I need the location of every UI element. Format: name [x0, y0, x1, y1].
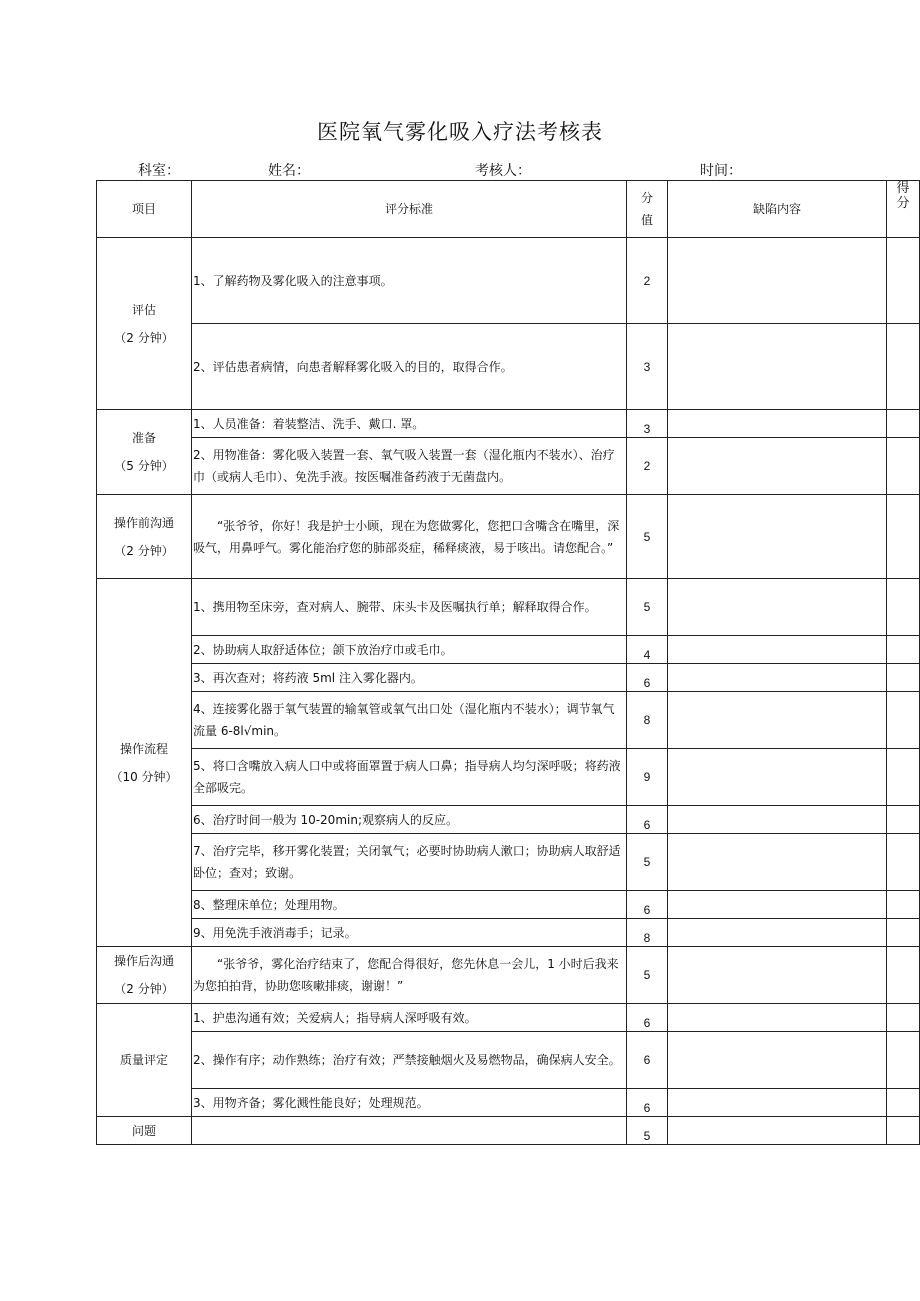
got-cell[interactable] [887, 636, 920, 664]
defect-cell[interactable] [668, 495, 887, 579]
score-value: 6 [627, 1032, 668, 1089]
got-cell[interactable] [887, 438, 920, 495]
criterion-text: 2、协助病人取舒适体位；颌下放治疗巾或毛巾。 [192, 636, 627, 664]
table-header-row [97, 181, 920, 238]
got-cell[interactable] [887, 806, 920, 834]
table-row [97, 238, 920, 324]
table-row [97, 664, 920, 692]
criterion-text: 1、人员准备：着装整洁、洗手、戴口. 罩。 [192, 410, 627, 438]
defect-cell[interactable] [668, 749, 887, 806]
got-cell[interactable] [887, 238, 920, 324]
defect-cell[interactable] [668, 664, 887, 692]
defect-cell[interactable] [668, 579, 887, 636]
defect-cell[interactable] [668, 919, 887, 947]
criterion-text: 2、用物准备：雾化吸入装置一套、氧气吸入装置一套（湿化瓶内不装水）、治疗巾（或病人毛巾）、免洗手液。按医嘱准备药液于无菌盘内。 [192, 438, 627, 495]
defect-cell[interactable] [668, 947, 887, 1004]
section-flow-name: 操作流程 [119, 741, 168, 756]
section-precomm-time: （2 分钟） [114, 543, 174, 558]
header-got [887, 181, 920, 238]
score-value: 6 [627, 806, 668, 834]
criterion-text: 3、用物齐备；雾化溅性能良好；处理规范。 [192, 1089, 627, 1117]
table-row [97, 410, 920, 438]
header-standard: 评分标准 [192, 181, 627, 238]
defect-cell[interactable] [668, 806, 887, 834]
table-row [97, 919, 920, 947]
got-cell[interactable] [887, 834, 920, 891]
score-value: 6 [627, 891, 668, 919]
name-label: 姓名： [268, 163, 310, 179]
criterion-text: 7、治疗完毕，移开雾化装置；关闭氧气；必要时协助病人漱口；协助病人取舒适卧位；查对；致谢。 [192, 834, 627, 891]
got-cell[interactable] [887, 1089, 920, 1117]
table-row [97, 438, 920, 495]
header-got-line2: 分 [896, 196, 910, 211]
got-cell[interactable] [887, 410, 920, 438]
got-cell[interactable] [887, 1032, 920, 1089]
section-flow-time: （10 分钟） [110, 769, 178, 784]
criterion-text: 6、治疗时间一般为 10-20min;观察病人的反应。 [192, 806, 627, 834]
table-row [97, 1117, 920, 1145]
table-row [97, 891, 920, 919]
criterion-text: “张爷爷，你好！我是护士小顾，现在为您做雾化，您把口含嘴含在嘴里，深吸气，用鼻呼气。雾化能治疗您的肺部炎症，稀释痰液，易于咳出。请您配合。” [192, 495, 627, 579]
defect-cell[interactable] [668, 410, 887, 438]
assessment-table [96, 180, 920, 1145]
got-cell[interactable] [887, 919, 920, 947]
got-cell[interactable] [887, 495, 920, 579]
defect-cell[interactable] [668, 891, 887, 919]
section-prep-name: 准备 [131, 431, 156, 445]
defect-cell[interactable] [668, 636, 887, 664]
score-value: 5 [627, 1117, 668, 1145]
header-score-line2: 值 [640, 213, 653, 227]
score-value: 5 [627, 579, 668, 636]
got-cell[interactable] [887, 579, 920, 636]
defect-cell[interactable] [668, 692, 887, 749]
criterion-text: 9、用免洗手液消毒手；记录。 [192, 919, 627, 947]
table-row [97, 692, 920, 749]
table-row [97, 324, 920, 410]
section-assess [97, 238, 192, 410]
header-got-line1: 得 [896, 181, 910, 196]
defect-cell[interactable] [668, 1089, 887, 1117]
criterion-text: 8、整理床单位；处理用物。 [192, 891, 627, 919]
section-prep [97, 410, 192, 495]
criterion-text: 2、评估患者病情，向患者解释雾化吸入的目的，取得合作。 [192, 324, 627, 410]
section-precomm-name: 操作前沟通 [113, 515, 174, 530]
table-row [97, 1032, 920, 1089]
header-item: 项目 [97, 181, 192, 238]
section-question: 问题 [97, 1117, 192, 1145]
table-row [97, 579, 920, 636]
criterion-text [192, 1117, 627, 1145]
defect-cell[interactable] [668, 1117, 887, 1145]
score-value: 6 [627, 1089, 668, 1117]
section-postcomm-name: 操作后沟通 [113, 954, 174, 968]
got-cell[interactable] [887, 324, 920, 410]
time-label: 时间： [700, 163, 742, 179]
criterion-text: 2、操作有序；动作熟练；治疗有效；严禁接触烟火及易燃物品，确保病人安全。 [192, 1032, 627, 1089]
section-quality: 质量评定 [97, 1004, 192, 1117]
criterion-text: 1、了解药物及雾化吸入的注意事项。 [192, 238, 627, 324]
section-postcomm-time: （2 分钟） [114, 982, 174, 996]
score-value: 5 [627, 947, 668, 1004]
criterion-text: 1、护患沟通有效；关爱病人；指导病人深呼吸有效。 [192, 1004, 627, 1032]
section-assess-name: 评估 [131, 302, 156, 317]
table-row [97, 806, 920, 834]
header-defect: 缺陷内容 [668, 181, 887, 238]
section-assess-time: （2 分钟） [114, 330, 174, 345]
criterion-text: 5、将口含嘴放入病人口中或将面罩置于病人口鼻；指导病人均匀深呼吸；将药液全部吸完。 [192, 749, 627, 806]
got-cell[interactable] [887, 891, 920, 919]
score-value: 2 [627, 438, 668, 495]
table-row [97, 495, 920, 579]
defect-cell[interactable] [668, 438, 887, 495]
got-cell[interactable] [887, 947, 920, 1004]
defect-cell[interactable] [668, 324, 887, 410]
table-row [97, 636, 920, 664]
table-row [97, 834, 920, 891]
score-value: 5 [627, 834, 668, 891]
score-value: 4 [627, 636, 668, 664]
defect-cell[interactable] [668, 1032, 887, 1089]
table-row [97, 749, 920, 806]
score-value: 8 [627, 692, 668, 749]
got-cell[interactable] [887, 749, 920, 806]
dept-label: 科室： [138, 163, 180, 179]
section-postcomm [97, 947, 192, 1004]
score-value: 6 [627, 664, 668, 692]
defect-cell[interactable] [668, 238, 887, 324]
criterion-text: 4、连接雾化器于氧气装置的输氧管或氧气出口处（湿化瓶内不装水）；调节氧气流量 6-8l√min。 [192, 692, 627, 749]
score-value: 5 [627, 495, 668, 579]
page-title: 医院氧气雾化吸入疗法考核表 [317, 120, 603, 144]
header-score [627, 181, 668, 238]
got-cell[interactable] [887, 664, 920, 692]
criterion-text: “张爷爷，雾化治疗结束了，您配合得很好，您先休息一会儿，1 小时后我来为您拍拍背，协助您咳嗽排痰，谢谢！” [192, 947, 627, 1004]
score-value: 8 [627, 919, 668, 947]
got-cell[interactable] [887, 1004, 920, 1032]
score-value: 9 [627, 749, 668, 806]
section-flow [97, 579, 192, 947]
got-cell[interactable] [887, 692, 920, 749]
score-value: 3 [627, 324, 668, 410]
score-value: 3 [627, 410, 668, 438]
got-cell[interactable] [887, 1117, 920, 1145]
examiner-label: 考核人： [475, 163, 531, 179]
criterion-text: 1、携用物至床旁，查对病人、腕带、床头卡及医嘱执行单；解释取得合作。 [192, 579, 627, 636]
header-score-line1: 分 [640, 191, 653, 205]
section-precomm [97, 495, 192, 579]
defect-cell[interactable] [668, 1004, 887, 1032]
section-prep-time: （5 分钟） [114, 459, 174, 473]
score-value: 6 [627, 1004, 668, 1032]
table-row [97, 1089, 920, 1117]
score-value: 2 [627, 238, 668, 324]
criterion-text: 3、再次查对；将药液 5ml 注入雾化器内。 [192, 664, 627, 692]
defect-cell[interactable] [668, 834, 887, 891]
table-row [97, 1004, 920, 1032]
table-row [97, 947, 920, 1004]
